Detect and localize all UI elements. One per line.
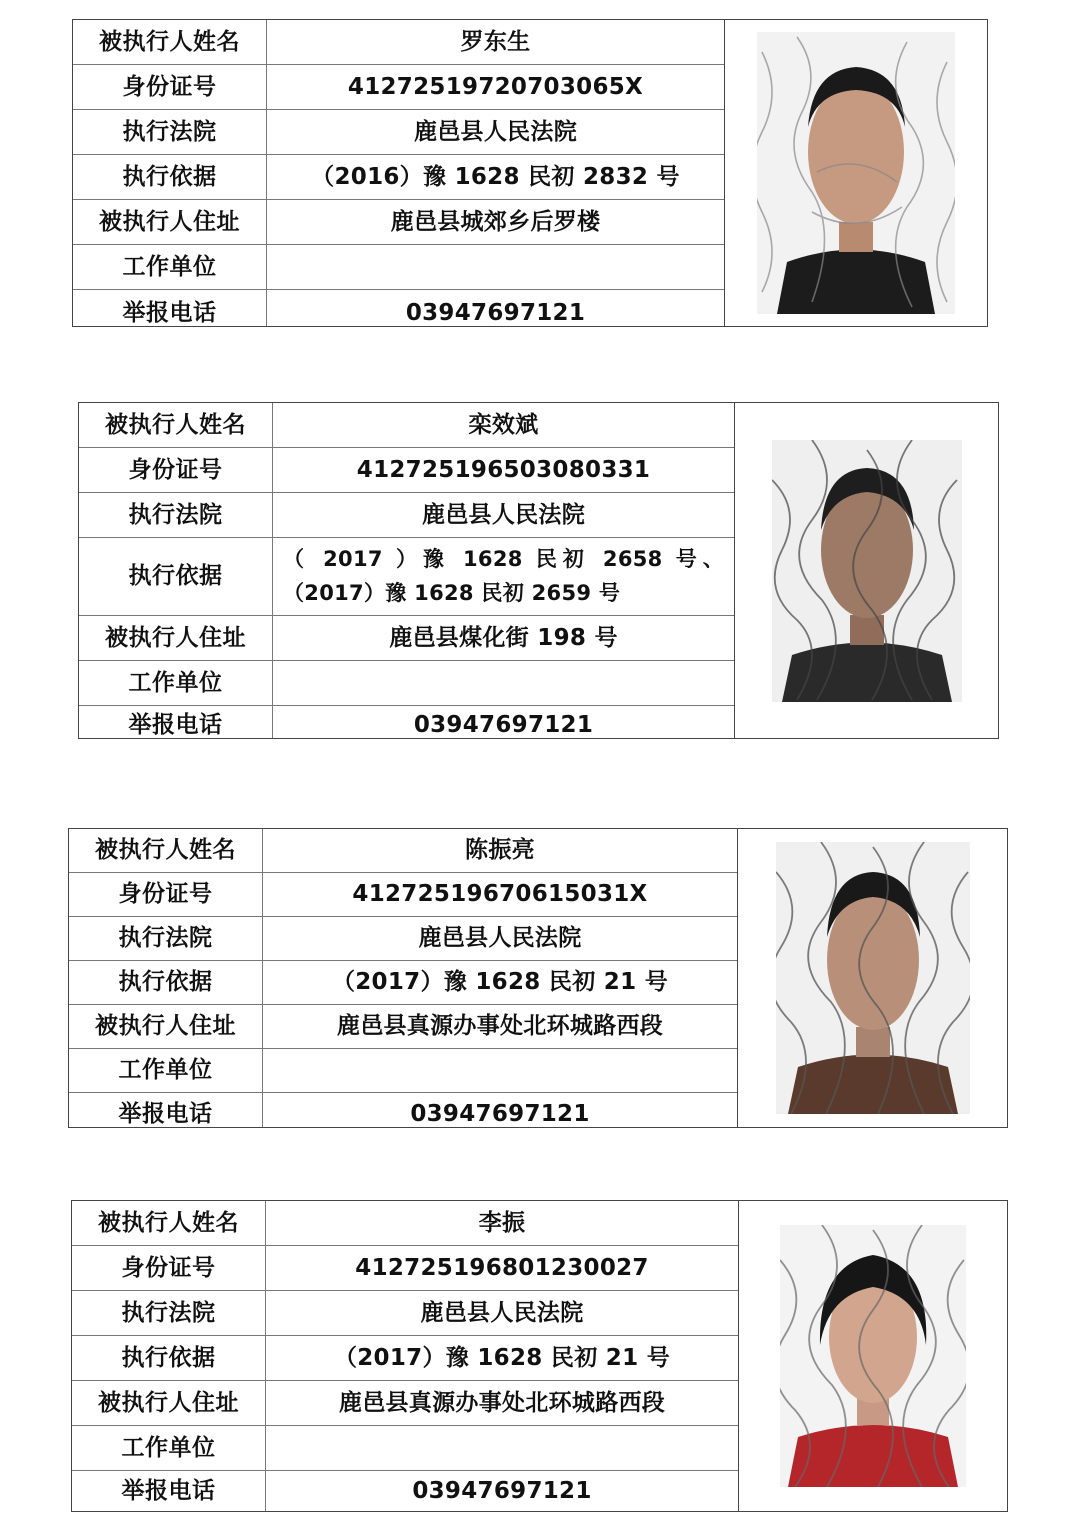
- photo-column: [738, 829, 1007, 1127]
- label-basis: 执行依据: [69, 961, 263, 1005]
- label-address: 被执行人住址: [72, 1381, 266, 1426]
- label-id: 身份证号: [79, 448, 273, 493]
- value-basis: （2017）豫 1628 民初 21 号: [266, 1336, 738, 1381]
- value-employer: [263, 1049, 737, 1093]
- value-court: 鹿邑县人民法院: [266, 1291, 738, 1336]
- label-court: 执行法院: [72, 1291, 266, 1336]
- label-phone: 举报电话: [69, 1093, 263, 1127]
- portrait-photo: [780, 1225, 966, 1487]
- value-phone: 03947697121: [410, 1100, 590, 1127]
- value-basis: （2017）豫 1628 民初 21 号: [263, 961, 737, 1005]
- label-phone: 举报电话: [73, 290, 267, 326]
- photo-column: [739, 1201, 1007, 1511]
- label-phone: 举报电话: [79, 706, 273, 738]
- label-name: 被执行人姓名: [69, 829, 263, 873]
- label-basis: 执行依据: [72, 1336, 266, 1381]
- record-fields: [72, 1201, 739, 1511]
- photo-column: [725, 20, 987, 326]
- value-id: 41272519720703065X: [267, 65, 724, 110]
- label-name: 被执行人姓名: [79, 403, 273, 448]
- label-address: 被执行人住址: [69, 1005, 263, 1049]
- value-employer: [267, 245, 724, 290]
- value-address: 鹿邑县煤化街 198 号: [273, 616, 734, 661]
- value-basis: [273, 538, 734, 616]
- value-name: 陈振亮: [263, 829, 737, 873]
- label-id: 身份证号: [72, 1246, 266, 1291]
- label-basis: 执行依据: [73, 155, 267, 200]
- value-court: 鹿邑县人民法院: [267, 110, 724, 155]
- label-id: 身份证号: [69, 873, 263, 917]
- label-basis: 执行依据: [79, 538, 273, 616]
- value-employer: [273, 661, 734, 706]
- value-address: 鹿邑县真源办事处北环城路西段: [266, 1381, 738, 1426]
- value-address: 鹿邑县真源办事处北环城路西段: [263, 1005, 737, 1049]
- value-name: 栾效斌: [273, 403, 734, 448]
- value-id: 412725196801230027: [266, 1246, 738, 1291]
- label-court: 执行法院: [79, 493, 273, 538]
- value-basis-line-1: （ 2017 ）豫 1628 民初 2658 号、: [283, 546, 724, 571]
- record-card-2: [78, 402, 999, 739]
- value-phone: 03947697121: [412, 1477, 592, 1504]
- label-court: 执行法院: [69, 917, 263, 961]
- label-employer: 工作单位: [79, 661, 273, 706]
- record-card-1: [72, 19, 988, 327]
- value-court: 鹿邑县人民法院: [263, 917, 737, 961]
- value-id: 412725196503080331: [273, 448, 734, 493]
- label-address: 被执行人住址: [73, 200, 267, 245]
- portrait-photo: [776, 842, 970, 1114]
- label-employer: 工作单位: [72, 1426, 266, 1471]
- value-basis: （2016）豫 1628 民初 2832 号: [267, 155, 724, 200]
- label-court: 执行法院: [73, 110, 267, 155]
- record-fields: [73, 20, 725, 326]
- portrait-photo: [772, 440, 962, 702]
- value-basis-line-2: （2017）豫 1628 民初 2659 号: [283, 580, 621, 605]
- photo-column: [735, 403, 998, 738]
- value-name: 罗东生: [267, 20, 724, 65]
- record-fields: [69, 829, 738, 1127]
- value-court: 鹿邑县人民法院: [273, 493, 734, 538]
- label-employer: 工作单位: [73, 245, 267, 290]
- label-phone: 举报电话: [72, 1471, 266, 1511]
- value-address: 鹿邑县城郊乡后罗楼: [267, 200, 724, 245]
- label-name: 被执行人姓名: [72, 1201, 266, 1246]
- value-id: 41272519670615031X: [263, 873, 737, 917]
- label-address: 被执行人住址: [79, 616, 273, 661]
- value-phone: 03947697121: [405, 299, 586, 326]
- record-fields: [79, 403, 735, 738]
- portrait-photo: [757, 32, 955, 314]
- value-name: 李振: [266, 1201, 738, 1246]
- label-id: 身份证号: [73, 65, 267, 110]
- label-employer: 工作单位: [69, 1049, 263, 1093]
- label-name: 被执行人姓名: [73, 20, 267, 65]
- value-employer: [266, 1426, 738, 1471]
- record-card-4: [71, 1200, 1008, 1512]
- record-card-3: [68, 828, 1008, 1128]
- value-phone: 03947697121: [413, 711, 594, 738]
